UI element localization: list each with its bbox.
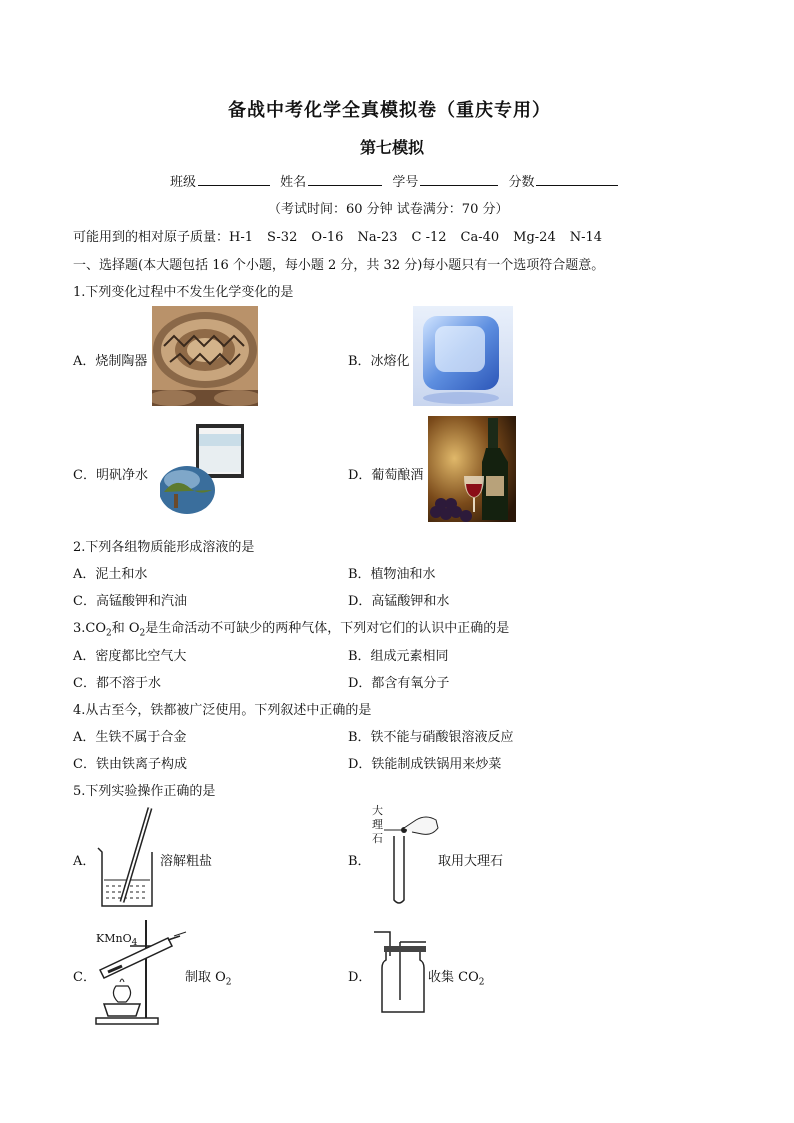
q3-sub-2: 2 <box>139 628 146 639</box>
atomic-mass-mg: Mg-24 <box>513 230 556 245</box>
atomic-mass-c: C -12 <box>411 230 447 245</box>
q3-option-c[interactable]: C．都不溶于水 <box>73 676 161 691</box>
field-score-label: 分数 <box>508 175 535 190</box>
atomic-mass-ca: Ca-40 <box>460 230 500 245</box>
q5-option-c[interactable]: C． <box>73 970 96 985</box>
q5-option-a[interactable]: A． <box>73 854 96 869</box>
q2-stem: 2.下列各组物质能形成溶液的是 <box>73 540 255 555</box>
q3-option-a[interactable]: A．密度都比空气大 <box>73 649 187 664</box>
gas-collection-bottle-diagram <box>370 928 430 1014</box>
q5-a-caption: 溶解粗盐 <box>160 854 213 869</box>
field-class-blank[interactable] <box>198 171 270 186</box>
atomic-mass-o: O-16 <box>311 230 344 245</box>
atomic-mass-h: H-1 <box>229 230 254 245</box>
kmno4-label: KMnO$_4$ <box>96 932 138 949</box>
q5-option-b[interactable]: B． <box>348 854 371 869</box>
marble-label-char-3: 石 <box>372 832 383 845</box>
q5-stem: 5.下列实验操作正确的是 <box>73 784 216 799</box>
oxygen-generation-diagram <box>94 916 190 1028</box>
field-score-blank[interactable] <box>536 171 618 186</box>
beaker-stirring-diagram <box>94 806 160 910</box>
q2-option-d[interactable]: D．高锰酸钾和水 <box>348 594 450 609</box>
page-title: 备战中考化学全真模拟卷（重庆专用） <box>228 100 551 121</box>
q3-sub-1: 2 <box>106 628 112 639</box>
field-class-label: 班级 <box>170 175 197 190</box>
q2-option-a[interactable]: A．泥土和水 <box>73 567 148 582</box>
pottery-bowl-image <box>152 306 258 406</box>
field-id-label: 学号 <box>392 175 419 190</box>
field-name-label: 姓名 <box>280 175 307 190</box>
q3-stem-post: 是生命活动不可缺少的两种气体，下列对它们的认识中正确的是 <box>145 621 510 636</box>
q2-option-b[interactable]: B．植物油和水 <box>348 567 436 582</box>
q3-stem <box>73 617 509 639</box>
q1-option-c[interactable]: C．明矾净水 <box>73 468 148 483</box>
ice-cube-image <box>413 306 513 406</box>
q3-option-b[interactable]: B．组成元素相同 <box>348 649 449 664</box>
atomic-mass-na: Na-23 <box>357 230 398 245</box>
atomic-mass-line <box>73 226 616 245</box>
q4-option-a[interactable]: A．生铁不属于合金 <box>73 730 187 745</box>
test-tube-marble-diagram <box>382 810 442 910</box>
field-name-blank[interactable] <box>308 171 382 186</box>
section-heading: 一、选择题(本大题包括 16 个小题，每小题 2 分，共 32 分)每小题只有一个选项符合题意。 <box>73 258 605 273</box>
q5-option-d[interactable]: D． <box>348 970 372 985</box>
q5-d-caption: 收集 $CO_2$ <box>428 970 485 988</box>
exam-info: （考试时间：60 分钟 试卷满分：70 分） <box>268 202 509 217</box>
atomic-mass-label: 可能用到的相对原子质量： <box>73 230 230 245</box>
atomic-mass-n: N-14 <box>569 230 603 245</box>
q4-option-b[interactable]: B．铁不能与硝酸银溶液反应 <box>348 730 514 745</box>
student-info-row <box>170 171 624 190</box>
q5-c-caption: 制取 $O_2$ <box>185 970 232 988</box>
q3-stem-mid: 和 O <box>111 621 140 636</box>
field-id-blank[interactable] <box>420 171 498 186</box>
q1-option-d[interactable]: D．葡萄酿酒 <box>348 468 424 483</box>
alum-water-image <box>160 424 246 514</box>
q3-stem-pre: 3.CO <box>73 621 107 636</box>
q1-option-b[interactable]: B．冰熔化 <box>348 354 410 369</box>
q4-stem: 4.从古至今，铁都被广泛使用。下列叙述中正确的是 <box>73 703 372 718</box>
q1-option-a[interactable]: A．烧制陶器 <box>73 354 148 369</box>
q3-option-d[interactable]: D．都含有氧分子 <box>348 676 450 691</box>
atomic-mass-s: S-32 <box>267 230 298 245</box>
marble-label-char-1: 大 <box>372 804 383 817</box>
q5-b-caption: 取用大理石 <box>438 854 504 869</box>
q1-stem: 1.下列变化过程中不发生化学变化的是 <box>73 285 294 300</box>
q4-option-d[interactable]: D．铁能制成铁锅用来炒菜 <box>348 757 502 772</box>
page-subtitle: 第七模拟 <box>360 138 425 157</box>
marble-label-char-2: 理 <box>372 818 383 831</box>
wine-bottle-image <box>428 416 516 522</box>
q2-option-c[interactable]: C．高锰酸钾和汽油 <box>73 594 187 609</box>
q4-option-c[interactable]: C．铁由铁离子构成 <box>73 757 187 772</box>
